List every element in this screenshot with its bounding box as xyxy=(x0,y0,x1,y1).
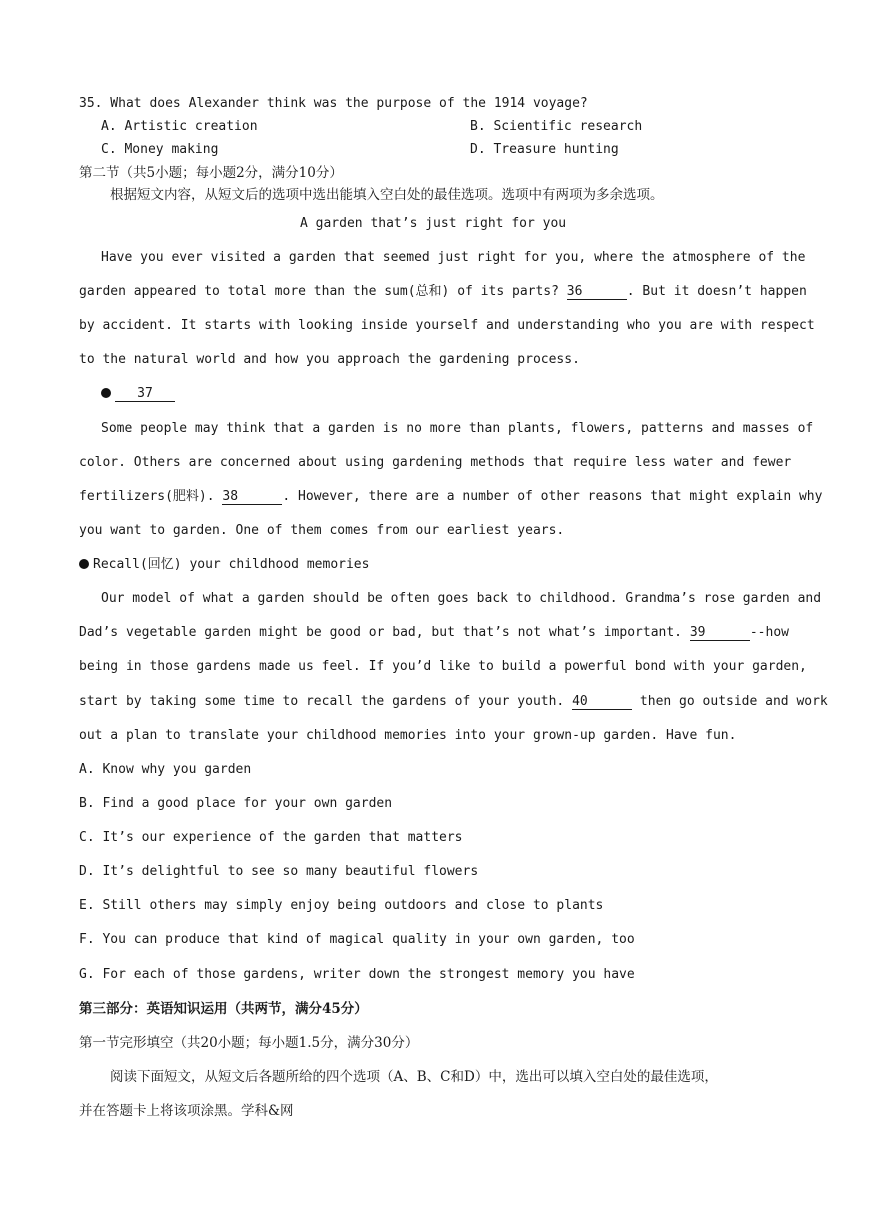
choice-d: D. It’s delightful to see so many beautiful flowers xyxy=(79,864,479,879)
bullet-icon xyxy=(101,388,111,398)
p3-line4-tail: then go outside and work xyxy=(639,694,828,709)
p2-line2: color. Others are concerned about using gardening methods that require less water and fewer xyxy=(79,455,792,470)
q35-option-a: A. Artistic creation xyxy=(101,119,258,134)
p3-line2-text: Dad’s vegetable garden might be good or bad, but that’s not what’s important. xyxy=(79,625,682,640)
heading-recall xyxy=(79,556,369,574)
bullet-icon xyxy=(79,559,89,569)
p1-line4: to the natural world and how you approach the gardening process. xyxy=(79,352,580,367)
heading-recall-text: Recall(回忆) your childhood memories xyxy=(93,557,370,572)
p3-line4 xyxy=(79,693,828,711)
blank-40: 40 xyxy=(572,695,632,710)
choice-c: C. It’s our experience of the garden that matters xyxy=(79,830,463,845)
passage-title: A garden that’s just right for you xyxy=(300,216,567,231)
blank-36: 36 xyxy=(567,285,627,300)
p1-line2-text: garden appeared to total more than the sum(总和) of its parts? xyxy=(79,284,559,299)
p2-line3 xyxy=(79,488,823,506)
p2-line1: Some people may think that a garden is no more than plants, flowers, patterns and masses of xyxy=(101,421,814,436)
blank-37: 37 xyxy=(115,387,175,402)
heading-blank-37 xyxy=(101,385,175,403)
p3-line1: Our model of what a garden should be often goes back to childhood. Grandma’s rose garden and xyxy=(101,591,822,606)
choice-a: A. Know why you garden xyxy=(79,762,252,777)
p3-line5: out a plan to translate your childhood memories into your grown-up garden. Have fun. xyxy=(79,728,737,743)
section2-header: 第二节（共5小题；每小题2分，满分10分） xyxy=(79,165,343,181)
p3-line2-tail: --how xyxy=(749,625,789,640)
blank-38: 38 xyxy=(222,490,282,505)
p3-line3: being in those gardens made us feel. If you’d like to build a powerful bond with your garden, xyxy=(79,659,807,674)
q35-option-d: D. Treasure hunting xyxy=(470,142,619,157)
p3-line2 xyxy=(79,624,789,642)
part3-subheader: 第一节完形填空（共20小题；每小题1.5分，满分30分） xyxy=(79,1035,419,1051)
p2-line3-tail: . However, there are a number of other reasons that might explain why xyxy=(282,489,823,504)
part3-instruction: 阅读下面短文，从短文后各题所给的四个选项（A、B、C和D）中，选出可以填入空白处的最佳选项， xyxy=(110,1069,718,1085)
p2-line3-text: fertilizers(肥料). xyxy=(79,489,215,504)
p2-line4: you want to garden. One of them comes from our earliest years. xyxy=(79,523,565,538)
q35-option-c: C. Money making xyxy=(101,142,219,157)
blank-39: 39 xyxy=(690,626,750,641)
p3-line4-text: start by taking some time to recall the gardens of your youth. xyxy=(79,694,565,709)
p1-line3: by accident. It starts with looking inside yourself and understanding who you are with respect xyxy=(79,318,815,333)
choice-e: E. Still others may simply enjoy being outdoors and close to plants xyxy=(79,898,604,913)
p1-line2-tail: . But it doesn’t happen xyxy=(626,284,807,299)
p1-line2 xyxy=(79,283,807,301)
question-35-stem: 35. What does Alexander think was the purpose of the 1914 voyage? xyxy=(79,96,588,111)
choice-g: G. For each of those gardens, writer down the strongest memory you have xyxy=(79,967,635,982)
choice-b: B. Find a good place for your own garden xyxy=(79,796,393,811)
section2-instruction: 根据短文内容，从短文后的选项中选出能填入空白处的最佳选项。选项中有两项为多余选项。 xyxy=(110,187,664,203)
choice-f: F. You can produce that kind of magical quality in your own garden, too xyxy=(79,932,635,947)
part3-header: 第三部分：英语知识运用（共两节，满分45分） xyxy=(79,1001,368,1017)
part3-instruction-cont: 并在答题卡上将该项涂黑。学科&网 xyxy=(79,1103,294,1119)
q35-option-b: B. Scientific research xyxy=(470,119,643,134)
p1-line1: Have you ever visited a garden that seemed just right for you, where the atmosphere of the xyxy=(101,250,806,265)
